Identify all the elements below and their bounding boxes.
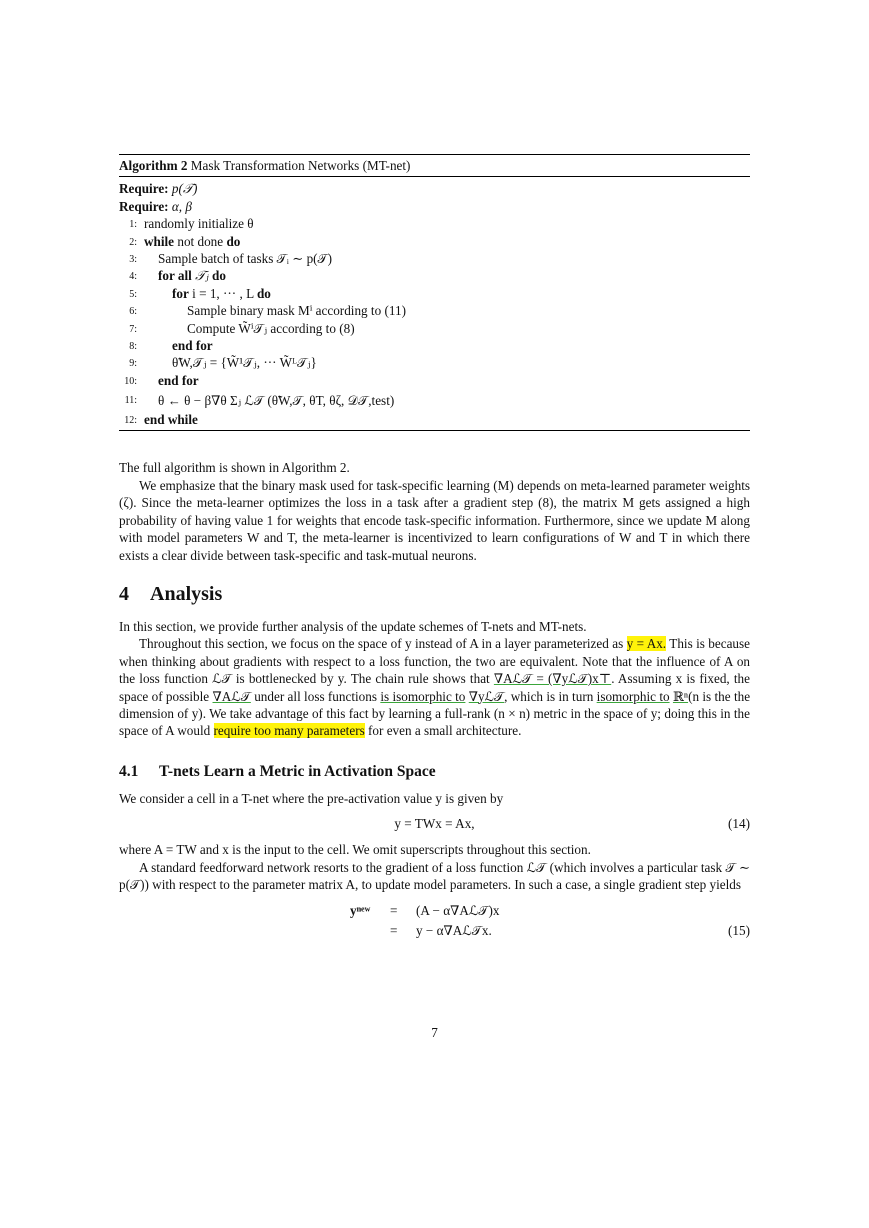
algorithm-body: [119, 177, 750, 430]
paragraph: [119, 635, 750, 739]
highlight: require too many parameters: [213, 723, 365, 739]
equation-tag: (15): [728, 923, 750, 939]
paragraph: We consider a cell in a T-net where the pre-activation value y is given by: [119, 790, 504, 806]
text-run: This is because when thinking about gradients with respect to a loss function, the two are equivalent. Note that the influence of A on the loss function ℒ𝒯 is bottlenecked by y. The chain rule shows that: [119, 636, 751, 687]
text-run: , which is in turn: [504, 688, 594, 704]
require-label: Require:: [119, 198, 169, 214]
keyword: end for: [172, 337, 213, 353]
section-number: 4: [119, 582, 129, 605]
algorithm-line: [119, 215, 750, 232]
equation-14: [119, 810, 750, 838]
algorithm-box: [119, 154, 750, 431]
keyword: end while: [144, 412, 198, 428]
algorithm-label: Algorithm 2: [119, 158, 188, 173]
equation-rhs: y − α∇Aℒ𝒯x.: [416, 923, 492, 939]
require-value: α, β: [171, 198, 192, 214]
equation-sign: =: [390, 903, 398, 919]
algorithm-header: [119, 155, 750, 177]
line-number: 10:: [124, 375, 137, 387]
algorithm-line: [119, 250, 750, 267]
line-code: [144, 285, 271, 302]
algorithm-line: [119, 320, 750, 337]
highlight: y = Ax.: [626, 636, 667, 652]
line-text: Sample batch of tasks 𝒯ᵢ ∼ p(𝒯): [158, 250, 333, 266]
algorithm-title: Mask Transformation Networks (MT-net): [190, 158, 411, 173]
line-number: 2:: [129, 236, 137, 248]
algorithm-line: [119, 302, 750, 319]
page-content: [119, 154, 750, 941]
equation-lhs: yⁿᵉʷ: [350, 903, 371, 919]
line-number: 3:: [129, 253, 137, 265]
keyword: do: [256, 285, 271, 301]
text-run: . Assuming x is fixed, the space of possible: [119, 671, 750, 704]
algorithm-line: [119, 337, 750, 354]
paragraph: A standard feedforward network resorts to the gradient of a loss function ℒ𝒯 (which involves a particular task 𝒯 ∼ p(𝒯)) with respect to the parameter matrix A, to update model parameters. In such a case, a single gradient step yields: [119, 859, 750, 892]
equation-sign: =: [390, 923, 398, 939]
keyword: do: [212, 268, 226, 284]
require-line: [119, 198, 750, 215]
line-text: 𝒯ⱼ: [191, 268, 213, 284]
require-value: p(𝒯): [171, 181, 198, 197]
equation-15: [119, 899, 750, 941]
section-heading: [119, 574, 750, 614]
line-code: [144, 337, 213, 354]
line-number: 1:: [129, 219, 137, 231]
subsection-number: 4.1: [119, 762, 139, 780]
line-text: θ ← θ − β∇θ Σⱼ ℒ𝒯 (θ̃W,𝒯, θT, θζ, 𝒟𝒯,test): [158, 393, 395, 409]
equation-tag: (14): [728, 816, 750, 832]
underline: ∇yℒ𝒯: [468, 688, 505, 704]
line-number: 11:: [124, 395, 137, 407]
algorithm-line: [119, 372, 750, 389]
line-text: not done: [174, 233, 227, 249]
paragraph: The full algorithm is shown in Algorithm 2.: [119, 460, 350, 476]
require-label: Require:: [119, 181, 169, 197]
algorithm-line: [119, 233, 750, 250]
text-run: Throughout this section, we focus on the space of y instead of A in a layer parameterized as: [139, 636, 624, 652]
paragraph: We emphasize that the binary mask used for task-specific learning (M) depends on meta-learned parameter weights (ζ). Since the meta-learner optimizes the loss in a task after a gradient step (8), the matrix M gets assigned a high probability of having value 1 for weights that encode task-specific information. Furthermore, since we update M along with model parameters W and T, the meta-learner is incentivized to learn configurations of W and T in which there exists a clear divide between task-specific and task-mutual neurons.: [119, 477, 750, 563]
line-text: i = 1, ··· , L: [188, 285, 257, 301]
paragraph: In this section, we provide further analysis of the update schemes of T-nets and MT-nets.: [119, 618, 587, 634]
section-title: Analysis: [150, 582, 223, 605]
keyword: for: [172, 285, 189, 301]
line-text: Compute W̃ⁱ𝒯ⱼ according to (8): [187, 320, 355, 336]
line-text: Sample binary mask Mⁱ according to (11): [187, 303, 406, 319]
algorithm-line: [119, 267, 750, 284]
line-text: randomly initialize θ: [144, 216, 254, 232]
line-number: 6:: [129, 306, 137, 318]
line-text: θ̃W,𝒯ⱼ = {W̃¹𝒯ⱼ, ··· W̃ᴸ𝒯ⱼ}: [172, 355, 317, 371]
line-number: 9:: [129, 358, 137, 370]
algorithm-line: [119, 389, 750, 411]
equation-rhs: (A − α∇Aℒ𝒯)x: [416, 903, 500, 919]
subsection-title: T-nets Learn a Metric in Activation Space: [159, 762, 436, 780]
algorithm-line: [119, 411, 750, 428]
paragraph: where A = TW and x is the input to the cell. We omit superscripts throughout this section.: [119, 842, 591, 858]
line-code: [144, 372, 199, 389]
line-number: 7:: [129, 323, 137, 335]
equation-body: y = TWx = Ax,: [394, 816, 475, 832]
keyword: while: [144, 233, 175, 249]
underline: isomorphic to: [596, 688, 670, 704]
line-code: [144, 411, 198, 428]
line-number: 8:: [129, 340, 137, 352]
line-number: 4:: [129, 271, 137, 283]
subsection-heading: [119, 754, 750, 790]
underline: is isomorphic to: [380, 688, 466, 704]
require-line: [119, 180, 750, 197]
line-code: [144, 233, 240, 250]
page-number: 7: [431, 1025, 438, 1040]
underline: ∇Aℒ𝒯 = (∇yℒ𝒯)x⊤: [493, 671, 612, 687]
line-code: [144, 267, 226, 284]
line-number: 12:: [124, 415, 137, 427]
algorithm-line: [119, 285, 750, 302]
keyword: do: [226, 233, 241, 249]
algorithm-line: [119, 354, 750, 371]
keyword: for all: [158, 268, 192, 284]
keyword: end for: [158, 372, 199, 388]
underline: ∇Aℒ𝒯: [212, 688, 251, 704]
text-run: (n is the the dimension of y). We take advantage of this fact by learning a full-rank (n × n) metric in the space of y; doing this in the space of A would: [119, 688, 751, 739]
underline: ℝⁿ: [672, 688, 689, 704]
line-number: 5:: [129, 288, 137, 300]
text-run: under all loss functions: [250, 688, 377, 704]
text-run: for even a small architecture.: [364, 723, 522, 739]
